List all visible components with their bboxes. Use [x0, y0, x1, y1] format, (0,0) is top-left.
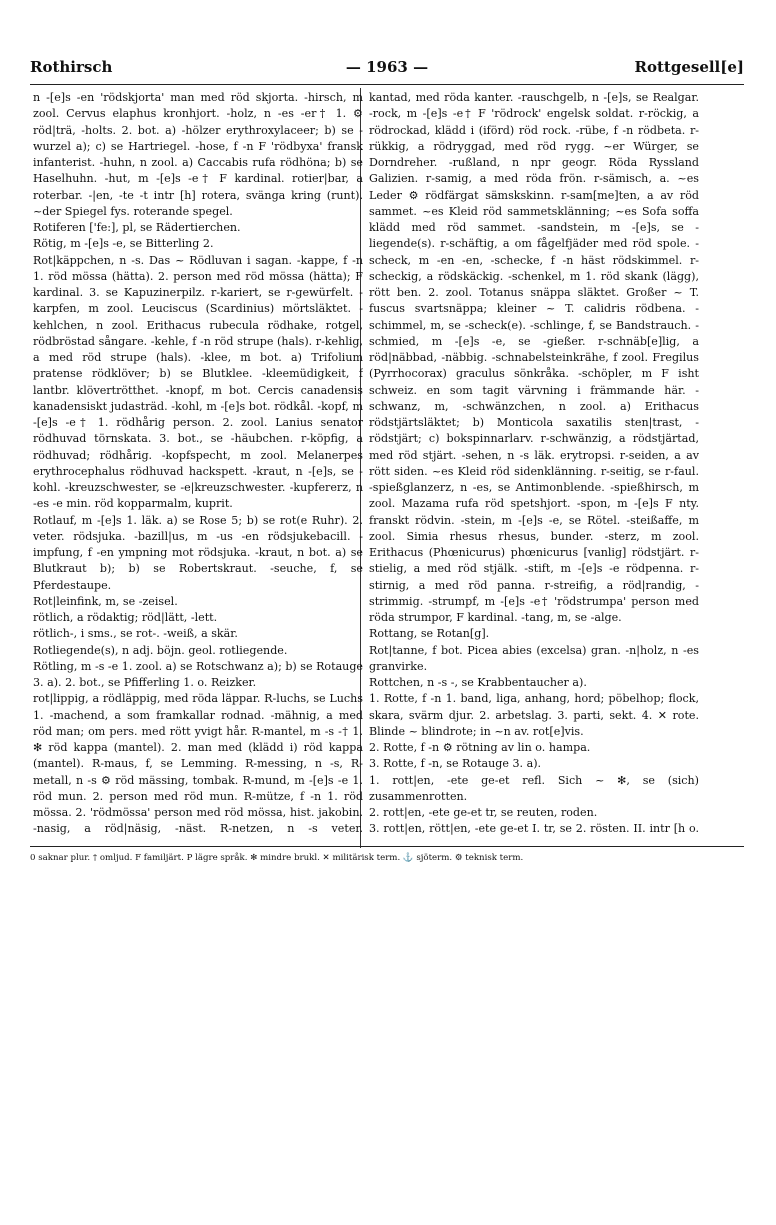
- left-column: [33, 90, 363, 840]
- dictionary-entry: 3. Rotte, f -n, se Rotauge 3. a).: [369, 757, 542, 771]
- dictionary-entry: 2. rott|en, -ete ge-et tr, se reuten, roden.: [369, 806, 598, 819]
- dictionary-entry: rot|lippig, a rödläppig, med röda läppar. R-luchs, se Luchs 1. -machend, a som framkallar rodnad. -mähnig, a med röd man; om pers. med rött yvigt hår. R-mantel, m -s -† 1. ✻ röd kappa (mantel). 2. man med (klädd i) röd kappa (mantel). R-maus, f, se Lemming. R-messing, n -s, R-metall, n -s ⚙ röd mässing, tombak. R-mund, m -[e]s -e 1. röd mun. 2. person med röd mun. R-mütze, f -n 1. röd mössa. 2. 'rödmössa' person med röd mössa, hist. jakobin. -nasig, a röd|näsig, -näst. R-netzen, n -s veter.: [33, 692, 363, 836]
- right-column: [369, 90, 699, 840]
- dictionary-entry: Rot|leinfink, m, se -zeisel.: [33, 594, 178, 608]
- dictionary-entry: Rotlauf, m -[e]s 1. läk. a) se Rose 5; b) se rot(e Ruhr). 2. veter. rödsjuka. -bazill|us, m -us -en rödsjukebacill. -impfung, f -en ympning mot rödsjuka. -kraut, n bot. a) se Blutkraut b); b) se Robertskraut. -seuche, f, se Pferdestaupe.: [33, 513, 363, 592]
- dictionary-entry: Rot|tanne, f bot. Picea abies (excelsa) gran. -n|holz, n -es granvirke.: [369, 643, 699, 673]
- dictionary-entry: n -[e]s -en 'rödskjorta' man med röd skjorta. -hirsch, m zool. Cervus elaphus kronhjort. -holz, n -es -er† 1. ⚙ röd|trä, -holts. 2. bot. a) -hölzer erythroxylaceer; b) se -wurzel a); c) se Hartriegel. -hose, f -n F 'rödbyxa' fransk infanterist. -huhn, n zool. a) Caccabis rufa rödhöna; b) se Haselhuhn. -hut, m -[e]s -e† F kardinal. rotier|bar, a roterbar. -|en, -te -t intr [h] rotera, svänga kring (runt). ~der Spiegel fys. roterande spegel.: [33, 91, 363, 218]
- page-number: — 1963 —: [345, 58, 429, 76]
- dictionary-entry: kantad, med röda kanter. -rauschgelb, n -[e]s, se Realgar. -rock, m -[e]s -e† F 'rödrock' engelsk soldat. r-röckig, a rödrockad, klädd i (iförd) röd rock. -rübe, f -n rödbeta. r-rükkig, a rödryggad, med röd rygg. ~er Würger, se Dorndreher. -rußland, n npr geogr. Röda Ryssland Galizien. r-samig, a med röda frön. r-sämisch, a. ~es Leder ⚙ rödfärgat sämskskinn. r-sam[me]ten, a av röd sammet. ~es Kleid röd sammetsklänning; ~es Sofa soffa klädd med röd sammet. -sandstein, m -[e]s, se -liegende(s). r-schäftig, a om fågelfjäder med röd spole. -scheck, m -en -en, -schecke, f -n häst rödskimmel. r-scheckig, a rödskäckig. -schenkel, m 1. röd skank (lägg), rött ben. 2. zool. Totanus snäppa släktet. Großer ~ T. fuscus svartsnäppa; kleiner ~ T. calidris rödbena. -schimmel, m, se -scheck(e). -schlinge, f, se Bandstrauch. -schmied, m -[e]s -e, se -gießer. r-schnäb[e]lig, a röd|näbbad, -näbbig. -schnabelsteinkrähe, f zool. Fregilus (Pyrrhocorax) graculus sönkråka. -schöpler, m F isht schweiz. en som tagit värvning i främmande här. -schwanz, m, -schwänzchen, n zool. a) Erithacus rödstjärtsläktet; b) Monticola saxatilis sten|trast, -rödstjärt; c) bokspinnarlarv. r-schwänzig, a rödstjärtad, med röd stjärt. -sehen, n -s läk. erytropsi. r-seiden, a av rött siden. ~es Kleid röd sidenklänning. r-seitig, se r-faul. -spießglanzerz, n -es, se Antimonblende. -spießhirsch, m zool. Mazama rufa röd spetshjort. -spon, m -[e]s F nty. franskt rödvin. -stein, m -[e]s -e, se Rötel. -steißaffe, m zool. Simia rhesus rhesus, bunder. -sterz, m zool. Erithacus (Phœnicurus) phœnicurus [vanlig] rödstjärt. r-stielig, a med röd stjälk. -stift, m -[e]s -e rödpenna. r-stirnig, a med röd panna. r-streifig, a röd|randig, -strimmig. -strumpf, m -[e]s -e† 'rödstrumpa' person med röda strumpor, F kardinal. -tang, m, se -alge.: [369, 91, 699, 624]
- dictionary-entry: rötlich-, i sms., se rot-. -weiß, a skär.: [33, 627, 238, 641]
- header-rule: [30, 84, 744, 85]
- running-head-left: Rothirsch: [30, 58, 113, 76]
- dictionary-entry: Rottang, se Rotan[g].: [369, 627, 490, 641]
- footer-rule: [30, 846, 744, 847]
- dictionary-entry: Rottchen, n -s -, se Krabbentaucher a).: [369, 676, 587, 689]
- running-head-right: Rottgesell[e]: [634, 58, 744, 76]
- abbreviation-legend: 0 saknar plur. † omljud. F familjärt. P lägre språk. ✻ mindre brukl. ✕ militärisk term. ⚓ sjöterm. ⚙ teknisk term.: [30, 853, 524, 863]
- dictionary-entry: Rotiferen ['fe:], pl, se Rädertierchen.: [33, 221, 241, 234]
- dictionary-entry: Rötling, m -s -e 1. zool. a) se Rotschwanz a); b) se Rotauge 3. a). 2. bot., se Pfifferling 1. o. Reizker.: [33, 659, 363, 689]
- dictionary-entry: Rotliegende(s), n adj. böjn. geol. rotliegende.: [33, 643, 288, 657]
- dictionary-entry: 1. Rotte, f -n 1. band, liga, anhang, hord; pöbelhop; flock, skara, svärm djur. 2. arbetslag. 3. parti, sekt. 4. ✕ rote. Blinde ~ blindrote; in ~n av. rot[e]vis.: [369, 692, 699, 738]
- dictionary-entry: 1. rott|en, -ete ge-et refl. Sich ~ ✻, se (sich) zusammenrotten.: [369, 773, 699, 803]
- dictionary-entry: 3. rott|en, rött|en, -ete ge-et I. tr, se 2. rösten. II. intr [h o.: [369, 822, 699, 836]
- dictionary-entry: 2. Rotte, f -n ⚙ rötning av lin o. hampa.: [369, 741, 591, 754]
- dictionary-entry: Rötig, m -[e]s -e, se Bitterling 2.: [33, 237, 214, 251]
- dictionary-entry: Rot|käppchen, n -s. Das ~ Rödluvan i sagan. -kappe, f -n 1. röd mössa (hätta). 2. person med röd mössa (hätta); F kardinal. 3. se Kapuzinerpilz. r-kariert, se r-gewürfelt. -karpfen, m zool. Leuciscus (Scardinius) mörtsläktet. -kehlchen, n zool. Erithacus rubecula rödhake, rotgel, rödbröstad sångare. -kehle, f -n röd strupe (hals). r-kehlig, a med röd strupe (hals). -klee, m bot. a) Trifolium pratense rödklöver; b) se Blutklee. -kleemüdigkeit, f lantbr. klövertrötthet. -knopf, m bot. Cercis canadensis kanadensiskt judasträd. -kohl, m -[e]s bot. rödkål. -kopf, m -[e]s -e† 1. rödhårig person. 2. zool. Lanius senator rödhuvad törnskata. 3. bot., se -häubchen. r-köpfig, a rödhuvad; rödhårig. -kopfspecht, m zool. Melanerpes erythrocephalus rödhuvad hackspett. -kraut, n -[e]s, se -kohl. -kreuzschwester, se -e|kreuzschwester. -kupfererz, n -es -e min. röd kopparmalm, kuprit.: [33, 253, 363, 511]
- page-header: [30, 58, 744, 80]
- dictionary-entry: rötlich, a rödaktig; röd|lätt, -lett.: [33, 611, 218, 624]
